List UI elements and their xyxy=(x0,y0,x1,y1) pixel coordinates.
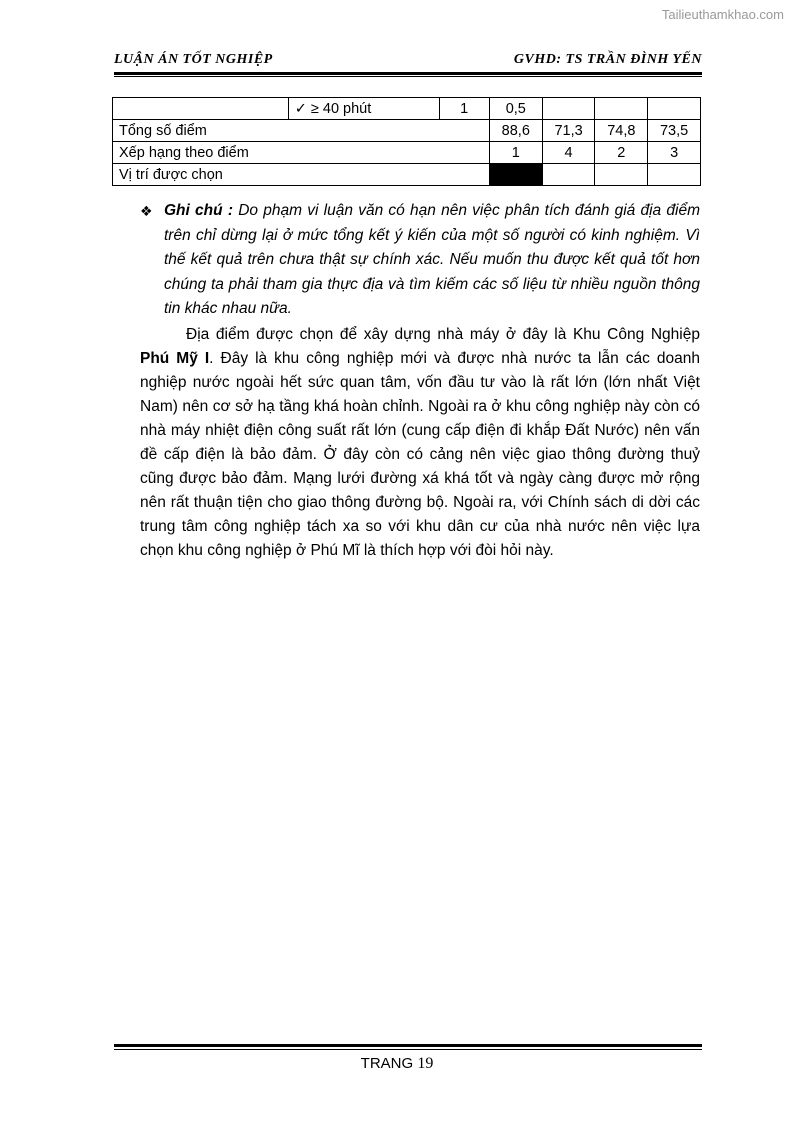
table-cell-score: 71,3 xyxy=(542,120,595,142)
header-title: LUẬN ÁN TỐT NGHIỆP xyxy=(114,52,273,67)
header-rule-thin xyxy=(114,76,702,77)
table-cell-rank: 1 xyxy=(489,142,542,164)
page-footer xyxy=(0,1055,794,1073)
footer-rule-thick xyxy=(114,1044,702,1047)
table-cell-score: 74,8 xyxy=(595,120,648,142)
table-cell xyxy=(113,98,289,120)
table-cell-rank: 2 xyxy=(595,142,648,164)
table-row xyxy=(113,98,701,120)
table-cell-label: Tổng số điểm xyxy=(113,120,490,142)
table-cell-weight: 1 xyxy=(439,98,489,120)
note-text xyxy=(164,199,700,322)
note-body: Do phạm vi luận văn có hạn nên việc phân tích đánh giá địa điểm trên chỉ dừng lại ở mức tổng kết ý kiến của một số người có kinh nghiệm. Vì thế kết quả trên chưa thật sự chính xác. Nếu muốn thu được kết quả tốt hơn chúng ta phải tham gia thực địa và tìm kiếm các số liệu từ nhiều nguồn thông tin khác nhau nữa. xyxy=(164,202,700,317)
table-cell-score: 73,5 xyxy=(648,120,701,142)
footer-rule-thin xyxy=(114,1049,702,1050)
table-cell xyxy=(595,164,648,186)
paragraph-bold-place: Phú Mỹ I xyxy=(140,350,210,367)
table-cell-score: 0,5 xyxy=(489,98,542,120)
table-cell xyxy=(648,164,701,186)
paragraph-part-1: Địa điểm được chọn để xây dựng nhà máy ở đây là Khu Công Nghiệp xyxy=(186,326,700,343)
note-label: Ghi chú : xyxy=(164,202,233,219)
header-rule-thick xyxy=(114,72,702,75)
table-row xyxy=(113,164,701,186)
table-cell-score xyxy=(595,98,648,120)
table-row xyxy=(113,142,701,164)
table-cell-rank: 4 xyxy=(542,142,595,164)
note-block xyxy=(140,199,700,322)
table-cell-score xyxy=(542,98,595,120)
table-cell-label: Vị trí được chọn xyxy=(113,164,490,186)
table-cell-criterion: ✓ ≥ 40 phút xyxy=(288,98,439,120)
page-number: 19 xyxy=(417,1055,434,1072)
table-cell-label: Xếp hạng theo điểm xyxy=(113,142,490,164)
table-cell-rank: 3 xyxy=(648,142,701,164)
selected-marker-cell xyxy=(489,164,542,186)
page-header xyxy=(114,52,702,72)
paragraph-part-2: . Đây là khu công nghiệp mới và được nhà nước ta lẫn các doanh nghiệp nước ngoài hết sức quan tâm, vốn đầu tư vào là rất lớn (lớn nhất Việt Nam) nên cơ sở hạ tầng khá hoàn chỉnh. Ngoài ra ở khu công nghiệp này còn có nhà máy nhiệt điện công suất rất lớn (cung cấp điện đi khắp Đất Nước) nên vấn đề cấp điện là bảo đảm. Ở đây còn có cảng nên việc giao thông đường thuỷ cũng được bảo đảm. Mạng lưới đường xá khá tốt và ngày càng được mở rộng nên rất thuận tiện cho giao thông đường bộ. Ngoài ra, với Chính sách di dời các trung tâm công nghiệp tách xa so với khu dân cư của nhà nước nên việc lựa chọn khu công nghiệp ở Phú Mĩ là thích hợp với đòi hỏi này. xyxy=(140,350,700,559)
table-cell xyxy=(542,164,595,186)
table-cell-score: 88,6 xyxy=(489,120,542,142)
footer-label: TRANG xyxy=(360,1055,414,1072)
header-advisor: GVHD: TS TRẦN ĐÌNH YẾN xyxy=(513,52,702,67)
table-cell-score xyxy=(648,98,701,120)
table-row xyxy=(113,120,701,142)
body-paragraph xyxy=(140,323,700,563)
score-table xyxy=(112,97,701,186)
diamond-bullet-icon: ❖ xyxy=(140,203,153,219)
watermark: Tailieuthamkhao.com xyxy=(661,7,784,22)
